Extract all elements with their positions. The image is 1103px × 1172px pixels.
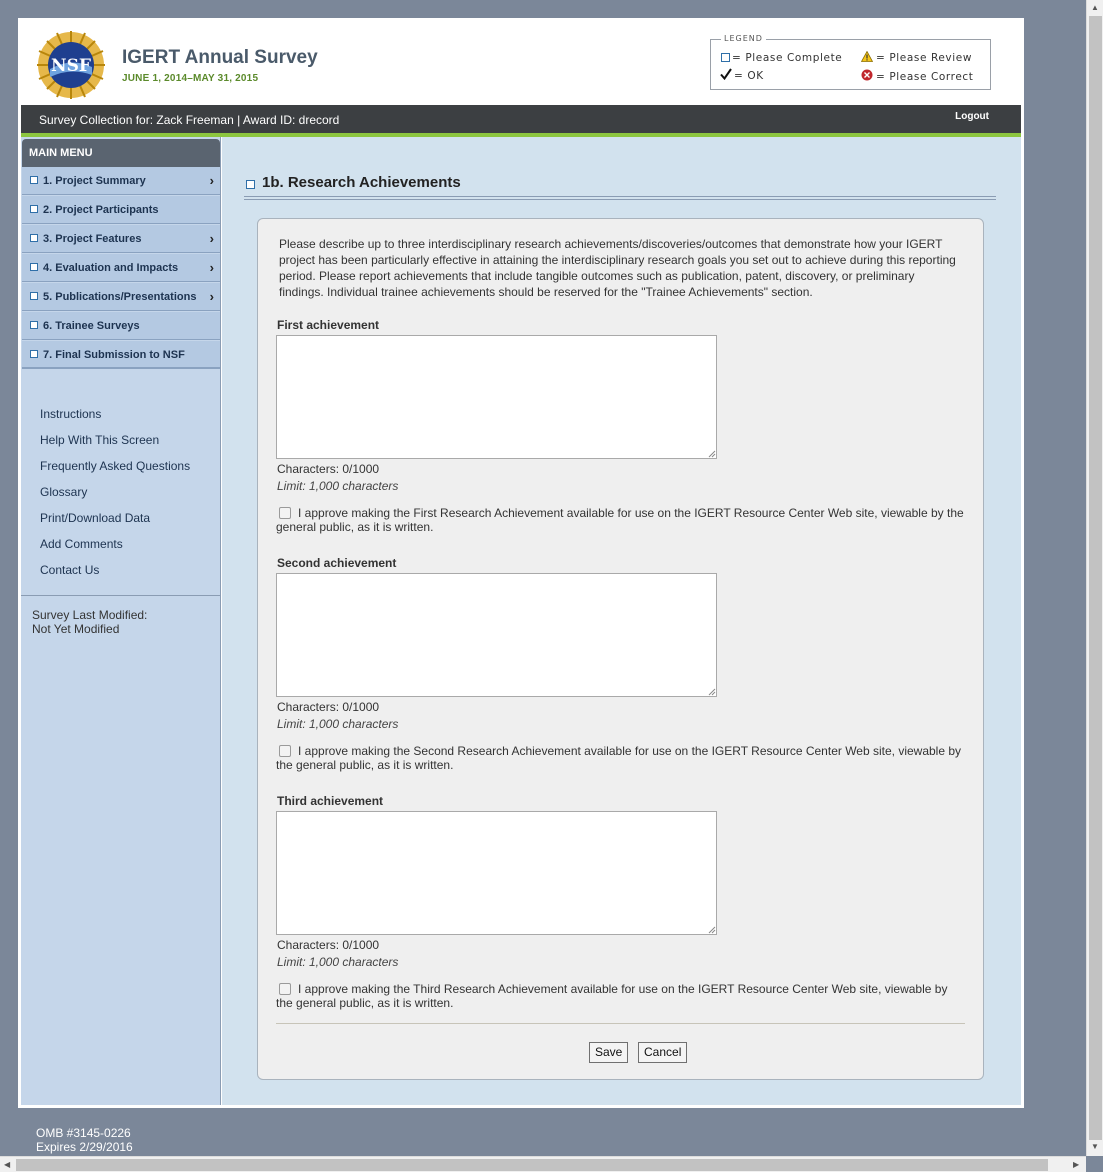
third-char-limit: Limit: 1,000 characters: [277, 955, 399, 969]
sidebar-divider: [21, 595, 221, 596]
chevron-right-icon: ›: [209, 260, 214, 275]
main-content: [222, 137, 1021, 1105]
incomplete-square-icon: [30, 263, 38, 271]
first-approval-option: [276, 506, 966, 534]
error-x-circle-icon: [861, 69, 873, 81]
legend-item-please-review: = Please Review: [861, 51, 972, 64]
title-divider: [244, 196, 996, 197]
incomplete-square-icon: [30, 350, 38, 358]
legend-item-please-complete: = Please Complete: [721, 52, 842, 64]
warning-triangle-icon: [861, 51, 873, 62]
sidebar-item-publications[interactable]: [22, 283, 220, 311]
chevron-right-icon: ›: [209, 173, 214, 188]
sidebar-item-label: 5. Publications/Presentations: [43, 291, 197, 303]
omb-number: OMB #3145-0226: [36, 1126, 131, 1140]
second-approval-option: [276, 744, 966, 772]
sidebar-item-project-participants[interactable]: [22, 196, 220, 224]
second-achievement-label: Second achievement: [277, 556, 397, 570]
horizontal-scrollbar[interactable]: [0, 1156, 1086, 1172]
second-char-limit: Limit: 1,000 characters: [277, 717, 399, 731]
second-char-count: Characters: 0/1000: [277, 700, 380, 714]
vertical-scrollbar[interactable]: [1086, 0, 1103, 1156]
sidebar-item-label: 1. Project Summary: [43, 175, 146, 187]
scroll-down-arrow-icon[interactable]: ▼: [1091, 1142, 1099, 1151]
achievements-form: [257, 218, 984, 1080]
last-modified-label: Survey Last Modified:: [32, 608, 148, 622]
third-approval-label: I approve making the Third Research Achievement available for use on the IGERT Resource Center Web site, viewable by the general public, as it is written.: [276, 982, 948, 1010]
nsf-logo: [37, 31, 105, 99]
incomplete-square-icon: [30, 234, 38, 242]
incomplete-square-icon: [246, 180, 255, 189]
sidebar-item-label: 2. Project Participants: [43, 204, 159, 216]
third-approval-checkbox[interactable]: [279, 983, 291, 995]
legend-title: LEGEND: [721, 34, 766, 43]
sidebar-item-project-features[interactable]: [22, 225, 220, 253]
incomplete-square-icon: [30, 205, 38, 213]
scroll-left-arrow-icon[interactable]: ◀: [4, 1160, 11, 1169]
scroll-right-arrow-icon[interactable]: ▶: [1073, 1160, 1080, 1169]
add-comments-link[interactable]: Add Comments: [40, 537, 123, 551]
incomplete-square-icon: [30, 176, 38, 184]
first-char-count: Characters: 0/1000: [277, 462, 380, 476]
main-menu-title: MAIN MENU: [22, 139, 220, 167]
omb-expiration: Expires 2/29/2016: [36, 1140, 133, 1154]
third-achievement-label: Third achievement: [277, 794, 384, 808]
first-achievement-textarea[interactable]: [276, 335, 717, 459]
first-char-limit: Limit: 1,000 characters: [277, 479, 399, 493]
second-approval-label: I approve making the Second Research Achievement available for use on the IGERT Resource Center Web site, viewable by the general public, as it is written.: [276, 744, 962, 772]
app-title: IGERT Annual Survey: [122, 47, 318, 68]
page-title: 1b. Research Achievements: [262, 174, 461, 191]
third-achievement-textarea[interactable]: [276, 811, 717, 935]
chevron-right-icon: ›: [209, 231, 214, 246]
checkmark-icon: [720, 68, 732, 80]
status-legend: [710, 34, 991, 90]
sidebar-item-trainee-surveys[interactable]: [22, 312, 220, 340]
resize-grip-icon[interactable]: [708, 450, 716, 458]
third-approval-option: [276, 982, 966, 1010]
logout-link[interactable]: Logout: [955, 111, 989, 122]
second-approval-checkbox[interactable]: [279, 745, 291, 757]
cancel-button[interactable]: Cancel: [638, 1042, 687, 1063]
incomplete-square-icon: [30, 321, 38, 329]
instructions-text: Please describe up to three interdisciplinary research achievements/discoveries/outcomes that demonstrate how your IGERT project has been particularly effective in attaining the interdisciplinary research goals you set out to achieve during this reporting period. Please report achievements that include tangible outcomes such as publication, patent, discovery, or preliminary findings. Individual trainee achievements should be reserved for the "Trainee Achievements" section.: [279, 237, 956, 299]
sidebar-item-label: 4. Evaluation and Impacts: [43, 262, 179, 274]
first-approval-label: I approve making the First Research Achievement available for use on the IGERT Resource Center Web site, viewable by the general public, as it is written.: [276, 506, 964, 534]
svg-text:NSF: NSF: [51, 56, 91, 76]
sidebar-item-label: 6. Trainee Surveys: [43, 320, 140, 332]
faq-link[interactable]: Frequently Asked Questions: [40, 459, 191, 473]
incomplete-square-icon: [721, 53, 730, 62]
survey-collection-info: Survey Collection for: Zack Freeman | Award ID: drecord: [39, 113, 340, 127]
page-header: [21, 21, 1021, 105]
third-char-count: Characters: 0/1000: [277, 938, 380, 952]
sidebar-item-evaluation-impacts[interactable]: [22, 254, 220, 282]
horizontal-scroll-thumb[interactable]: [16, 1159, 1048, 1171]
vertical-scroll-thumb[interactable]: [1089, 16, 1102, 1140]
glossary-link[interactable]: Glossary: [40, 485, 88, 499]
instructions-link[interactable]: Instructions: [40, 407, 102, 421]
sidebar-item-final-submission[interactable]: [22, 341, 220, 369]
incomplete-square-icon: [30, 292, 38, 300]
survey-period: JUNE 1, 2014–MAY 31, 2015: [122, 73, 259, 84]
second-achievement-textarea[interactable]: [276, 573, 717, 697]
sidebar-item-project-summary[interactable]: [22, 167, 220, 195]
survey-frame: [18, 18, 1024, 1108]
legend-item-ok: = OK: [720, 68, 764, 82]
resize-grip-icon[interactable]: [708, 688, 716, 696]
title-divider: [244, 199, 996, 200]
legend-item-please-correct: = Please Correct: [861, 69, 973, 83]
chevron-right-icon: ›: [209, 289, 214, 304]
form-divider: [276, 1023, 965, 1024]
print-download-link[interactable]: Print/Download Data: [40, 511, 151, 525]
sidebar-item-label: 7. Final Submission to NSF: [43, 349, 185, 361]
first-achievement-label: First achievement: [277, 318, 380, 332]
last-modified-value: Not Yet Modified: [32, 622, 120, 636]
first-approval-checkbox[interactable]: [279, 507, 291, 519]
sidebar: [21, 137, 221, 1105]
save-button[interactable]: Save: [589, 1042, 628, 1063]
sidebar-item-label: 3. Project Features: [43, 233, 142, 245]
contact-us-link[interactable]: Contact Us: [40, 563, 100, 577]
resize-grip-icon[interactable]: [708, 926, 716, 934]
help-link[interactable]: Help With This Screen: [40, 433, 160, 447]
scroll-up-arrow-icon[interactable]: ▲: [1091, 3, 1099, 12]
user-bar: [21, 105, 1021, 133]
